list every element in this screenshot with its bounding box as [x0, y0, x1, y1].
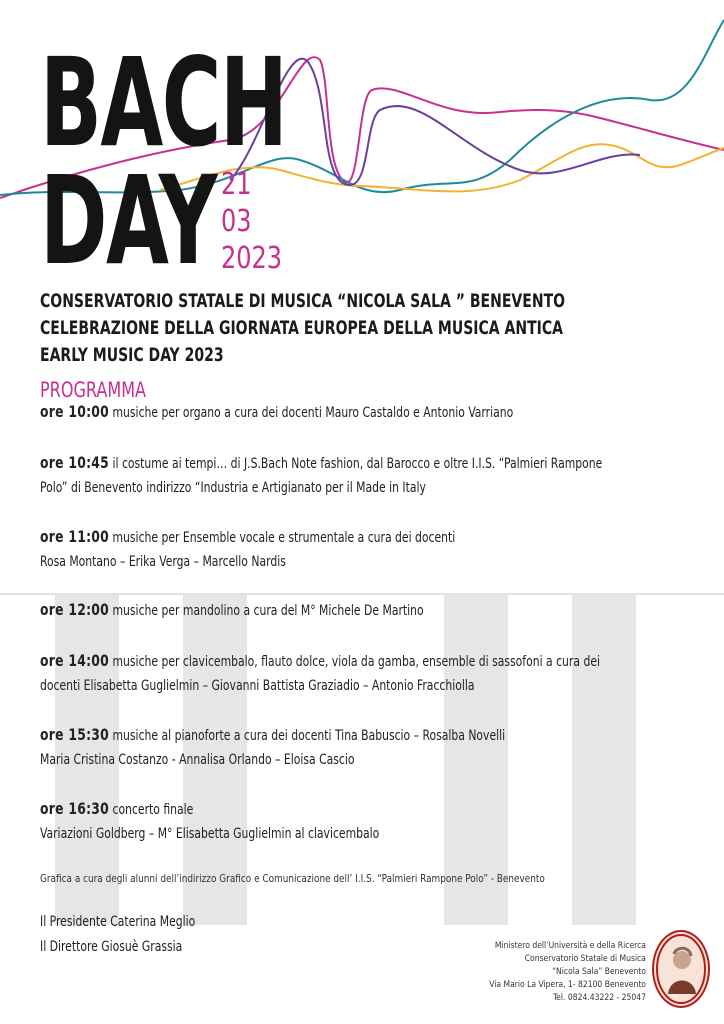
date-year: 2023 [221, 241, 283, 276]
event-description-line2: docenti Elisabetta Guglielmin – Giovanni Battista Graziadio – Antonio Fracchiolla [40, 678, 475, 694]
event-description: il costume ai tempi… di J.S.Bach Note fashion, dal Barocco e oltre I.I.S. “Palmieri Rampone [109, 456, 603, 472]
event-description-line2: Maria Cristina Costanzo - Annalisa Orlando – Eloisa Cascio [40, 752, 355, 768]
event-time: ore 16:30 [40, 799, 110, 818]
event-description: musiche per clavicembalo, flauto dolce, viola da gamba, ensemble di sassofoni a cura dei [109, 654, 601, 670]
event-item [40, 723, 505, 772]
heading-celebrazione: CELEBRAZIONE DELLA GIORNATA EUROPEA DELLA MUSICA ANTICA [40, 317, 564, 339]
event-description-line2: Variazioni Goldberg – M° Elisabetta Guglielmin al clavicembalo [40, 826, 380, 842]
institution-block [489, 940, 646, 1005]
signature-direttore: Il Direttore Giosuè Grassia [40, 939, 183, 955]
conservatorio-seal-logo [652, 930, 710, 1008]
event-item [40, 525, 455, 574]
date-day: 21 [221, 167, 252, 202]
title-bach: BACH [40, 32, 287, 174]
event-description-line2: Rosa Montano – Erika Verga – Marcello Nardis [40, 554, 286, 570]
event-time: ore 12:00 [40, 600, 110, 619]
event-description: musiche per organo a cura dei docenti Mauro Castaldo e Antonio Varriano [109, 405, 514, 421]
heading-early-music-day: EARLY MUSIC DAY 2023 [40, 344, 224, 366]
piano-black-key [572, 595, 636, 925]
event-time: ore 15:30 [40, 725, 110, 744]
event-item [40, 598, 424, 623]
institution-line: Via Mario La Vipera, 1- 82100 Benevento [489, 980, 646, 990]
date-month: 03 [221, 204, 252, 239]
title-day: DAY [40, 150, 217, 292]
institution-line: Conservatorio Statale di Musica [524, 954, 646, 964]
event-description: concerto finale [109, 802, 194, 818]
portrait-icon [654, 932, 708, 1006]
event-item [40, 649, 600, 698]
event-description: musiche per mandolino a cura del M° Michele De Martino [109, 603, 424, 619]
event-item [40, 451, 602, 500]
event-time: ore 14:00 [40, 651, 110, 670]
event-description-line2: Polo” di Benevento indirizzo “Industria e Artigianato per il Made in Italy [40, 480, 426, 496]
graphics-credit: Grafica a cura degli alunni dell’indirizzo Grafico e Comunicazione dell’ I.I.S. “Palmieri Rampone Polo” - Benevento [40, 872, 545, 885]
event-description: musiche per Ensemble vocale e strumentale a cura dei docenti [109, 530, 456, 546]
event-item [40, 400, 513, 425]
institution-line: “Nicola Sala” Benevento [552, 967, 646, 977]
institution-line: Ministero dell’Università e della Ricerca [494, 941, 646, 951]
event-time: ore 11:00 [40, 527, 110, 546]
programma-label: PROGRAMMA [40, 378, 147, 402]
heading-conservatorio: CONSERVATORIO STATALE DI MUSICA “NICOLA SALA ” BENEVENTO [40, 290, 566, 312]
institution-line: Tel. 0824.43222 - 25047 [552, 993, 646, 1003]
signature-presidente: Il Presidente Caterina Meglio [40, 914, 196, 930]
event-time: ore 10:00 [40, 402, 110, 421]
event-item [40, 797, 379, 846]
event-time: ore 10:45 [40, 453, 110, 472]
event-description: musiche al pianoforte a cura dei docenti Tina Babuscio – Rosalba Novelli [109, 728, 506, 744]
